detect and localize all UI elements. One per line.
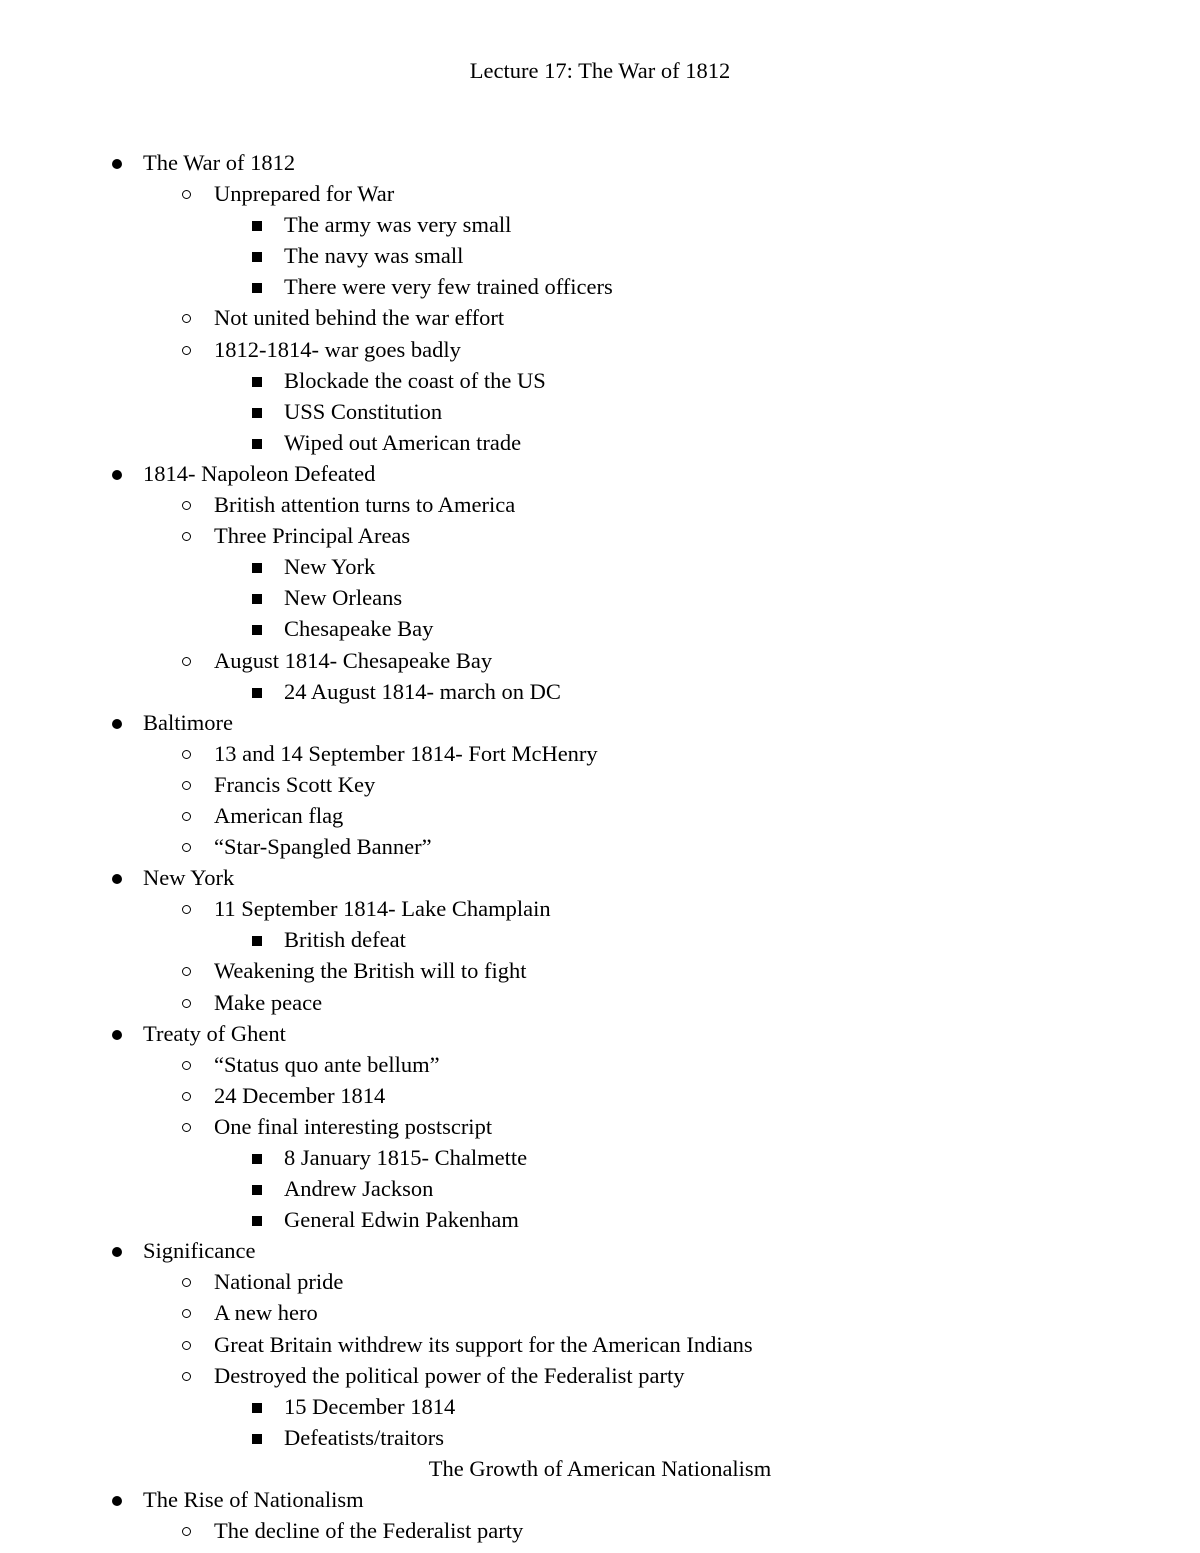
outline-item-level-2 — [0, 645, 1200, 676]
outline-item-level-3 — [0, 240, 1200, 271]
outline-item-text: 8 January 1815- Chalmette — [284, 1145, 528, 1170]
outline-item-text: Unprepared for War — [214, 181, 395, 207]
outline-item-text: Destroyed the political power of the Federalist party — [214, 1362, 685, 1388]
outline-item-text: Significance — [143, 1238, 256, 1264]
outline-item-text: New Orleans — [284, 585, 403, 611]
hollow-circle-bullet-icon — [182, 812, 191, 821]
outline-item-text: Three Principal Areas — [214, 523, 411, 549]
outline-item-text: The decline of the Federalist party — [214, 1518, 524, 1544]
outline-item-level-1 — [0, 1018, 1200, 1049]
outline-item-text: “Status quo ante bellum” — [214, 1051, 440, 1077]
hollow-circle-bullet-icon — [182, 1527, 191, 1536]
outline-item-level-2 — [0, 893, 1200, 924]
outline-item-level-2 — [0, 1515, 1200, 1546]
outline-item-text: One final interesting postscript — [214, 1113, 493, 1139]
outline-item-level-3 — [0, 1142, 1200, 1173]
outline-item-text: British defeat — [284, 927, 406, 953]
outline-item-text: Great Britain withdrew its support for the American Indians — [214, 1331, 753, 1357]
outline-item-text: 13 and 14 September 1814- Fort McHenry — [214, 740, 598, 766]
page-title: Lecture 17: The War of 1812 — [469, 58, 731, 83]
outline-item-text: General Edwin Pakenham — [284, 1207, 519, 1233]
outline-item-level-2 — [0, 831, 1200, 862]
hollow-circle-bullet-icon — [182, 314, 191, 323]
hollow-circle-bullet-icon — [182, 190, 191, 199]
outline-item-level-2 — [0, 1266, 1200, 1297]
outline-item-text: Wiped out American trade — [284, 429, 522, 455]
hollow-circle-bullet-icon — [182, 843, 191, 852]
square-bullet-icon — [252, 1154, 262, 1164]
hollow-circle-bullet-icon — [182, 1309, 191, 1318]
hollow-circle-bullet-icon — [182, 1061, 191, 1070]
hollow-circle-bullet-icon — [182, 999, 191, 1008]
filled-circle-bullet-icon — [112, 719, 122, 729]
outline-item-level-1 — [0, 707, 1200, 738]
filled-circle-bullet-icon — [112, 159, 122, 169]
outline-item-level-2 — [0, 520, 1200, 551]
outline-item-level-2 — [0, 1049, 1200, 1080]
square-bullet-icon — [252, 221, 262, 231]
outline-item-text: Make peace — [214, 989, 323, 1015]
outline-item-level-1 — [0, 862, 1200, 893]
outline-item-text: American flag — [214, 802, 344, 828]
outline-item-text: The navy was small — [284, 243, 464, 269]
square-bullet-icon — [252, 563, 262, 573]
outline-item-text: There were very few trained officers — [284, 274, 613, 300]
hollow-circle-bullet-icon — [182, 750, 191, 759]
outline-item-text: Treaty of Ghent — [143, 1020, 286, 1046]
square-bullet-icon — [252, 1216, 262, 1226]
hollow-circle-bullet-icon — [182, 1123, 191, 1132]
hollow-circle-bullet-icon — [182, 532, 191, 541]
filled-circle-bullet-icon — [112, 1496, 122, 1506]
outline-list — [0, 147, 1200, 1546]
filled-circle-bullet-icon — [112, 1247, 122, 1257]
outline-item-text: The Growth of American Nationalism — [428, 1455, 772, 1481]
square-bullet-icon — [252, 936, 262, 946]
outline-item-text: USS Constitution — [284, 398, 443, 424]
outline-item-level-3 — [0, 676, 1200, 707]
outline-item-text: New York — [143, 865, 235, 891]
outline-item-level-2 — [0, 1360, 1200, 1391]
outline-item-text: Defeatists/traitors — [284, 1424, 444, 1450]
outline-item-level-2 — [0, 302, 1200, 333]
outline-item-level-3 — [0, 582, 1200, 613]
outline-item-level-2 — [0, 800, 1200, 831]
outline-item-text: National pride — [214, 1269, 344, 1295]
outline-item-level-2 — [0, 178, 1200, 209]
outline-item-level-2 — [0, 987, 1200, 1018]
outline-item-level-2 — [0, 489, 1200, 520]
hollow-circle-bullet-icon — [182, 1341, 191, 1350]
square-bullet-icon — [252, 594, 262, 604]
outline-item-level-3 — [0, 209, 1200, 240]
outline-item-level-1 — [0, 1484, 1200, 1515]
square-bullet-icon — [252, 252, 262, 262]
outline-item-level-2 — [0, 1080, 1200, 1111]
outline-item-level-3 — [0, 1391, 1200, 1422]
outline-item-text: Francis Scott Key — [214, 771, 376, 797]
outline-item-text: The War of 1812 — [143, 150, 296, 175]
hollow-circle-bullet-icon — [182, 1092, 191, 1101]
outline-item-level-2 — [0, 1111, 1200, 1142]
square-bullet-icon — [252, 625, 262, 635]
outline-item-text: 1814- Napoleon Defeated — [143, 460, 376, 486]
outline-item-text: The army was very small — [284, 212, 512, 238]
outline-item-level-1 — [0, 1235, 1200, 1266]
square-bullet-icon — [252, 1185, 262, 1195]
outline-item-text: 11 September 1814- Lake Champlain — [214, 896, 551, 922]
outline-item-text: Not united behind the war effort — [214, 305, 505, 331]
outline-item-level-3 — [0, 427, 1200, 458]
outline-item-level-2 — [0, 769, 1200, 800]
outline-item-text: Blockade the coast of the US — [284, 367, 546, 393]
hollow-circle-bullet-icon — [182, 501, 191, 510]
outline-item-text: A new hero — [214, 1300, 318, 1326]
outline-item-text: Baltimore — [143, 709, 233, 735]
square-bullet-icon — [252, 283, 262, 293]
section-heading — [0, 1453, 1200, 1484]
square-bullet-icon — [252, 408, 262, 418]
square-bullet-icon — [252, 377, 262, 387]
hollow-circle-bullet-icon — [182, 967, 191, 976]
outline-item-text: 15 December 1814 — [284, 1393, 456, 1419]
outline-item-level-3 — [0, 924, 1200, 955]
hollow-circle-bullet-icon — [182, 657, 191, 666]
hollow-circle-bullet-icon — [182, 1278, 191, 1287]
outline-item-level-3 — [0, 365, 1200, 396]
filled-circle-bullet-icon — [112, 470, 122, 480]
outline-item-level-3 — [0, 1173, 1200, 1204]
hollow-circle-bullet-icon — [182, 905, 191, 914]
square-bullet-icon — [252, 688, 262, 698]
outline-item-text: 24 December 1814 — [214, 1082, 386, 1108]
outline-item-text: Andrew Jackson — [284, 1176, 434, 1202]
outline-item-text: 24 August 1814- march on DC — [284, 678, 561, 704]
outline-item-level-3 — [0, 613, 1200, 644]
outline-item-level-2 — [0, 738, 1200, 769]
outline-item-level-2 — [0, 1329, 1200, 1360]
outline-item-level-3 — [0, 551, 1200, 582]
hollow-circle-bullet-icon — [182, 346, 191, 355]
outline-item-text: Weakening the British will to fight — [214, 958, 527, 984]
outline-item-level-3 — [0, 1422, 1200, 1453]
outline-item-level-3 — [0, 396, 1200, 427]
outline-item-level-2 — [0, 955, 1200, 986]
outline-item-level-2 — [0, 1297, 1200, 1328]
outline-item-text: August 1814- Chesapeake Bay — [214, 647, 493, 673]
outline-item-text: The Rise of Nationalism — [143, 1487, 364, 1513]
outline-item-text: British attention turns to America — [214, 492, 516, 518]
outline-item-level-2 — [0, 334, 1200, 365]
outline-item-level-3 — [0, 271, 1200, 302]
outline-item-text: New York — [284, 554, 376, 580]
hollow-circle-bullet-icon — [182, 1372, 191, 1381]
square-bullet-icon — [252, 439, 262, 449]
square-bullet-icon — [252, 1434, 262, 1444]
filled-circle-bullet-icon — [112, 874, 122, 884]
outline-item-level-1 — [0, 458, 1200, 489]
outline-item-level-3 — [0, 1204, 1200, 1235]
outline-item-text: “Star-Spangled Banner” — [214, 834, 432, 860]
outline-item-text: 1812-1814- war goes badly — [214, 336, 461, 362]
hollow-circle-bullet-icon — [182, 781, 191, 790]
filled-circle-bullet-icon — [112, 1030, 122, 1040]
outline-item-text: Chesapeake Bay — [284, 616, 434, 642]
outline-item-level-1 — [0, 147, 1200, 178]
square-bullet-icon — [252, 1403, 262, 1413]
